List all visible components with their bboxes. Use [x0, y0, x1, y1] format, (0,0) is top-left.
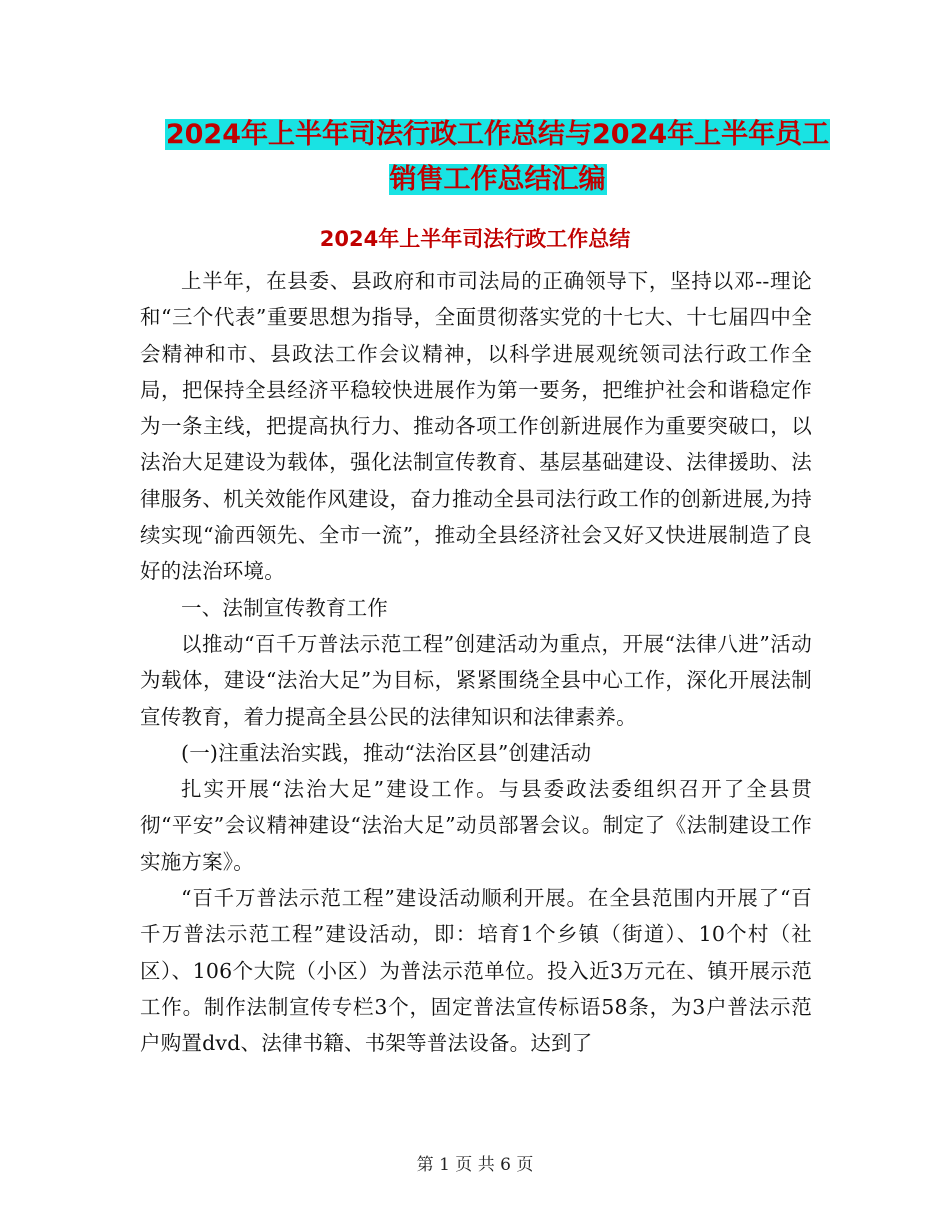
title-line-2: 销售工作总结汇编	[389, 164, 606, 195]
paragraph: (一)注重法治实践，推动“法治区县”创建活动	[181, 740, 592, 765]
paragraph: 一、法制宣传教育工作	[181, 595, 388, 620]
paragraph: 以推动“百千万普法示范工程”创建活动为重点，开展“法律八进”活动为载体，建设“法治大足”为目标，紧紧围绕全县中心工作，深化开展法制宣传教育，着力提高全县公民的法律知识和法律素养。	[140, 631, 812, 729]
body-text	[140, 263, 812, 1062]
section-title: 2024年上半年司法行政工作总结	[319, 227, 631, 251]
title-line-1: 2024年上半年司法行政工作总结与2024年上半年员工	[165, 119, 830, 150]
page-footer: 第 1 页 共 6 页	[416, 1155, 534, 1175]
paragraph: 扎实开展“法治大足”建设工作。与县委政法委组织召开了全县贯彻“平安”会议精神建设“法治大足”动员部署会议。制定了《法制建设工作实施方案》。	[140, 777, 812, 874]
paragraph: 上半年，在县委、县政府和市司法局的正确领导下，坚持以邓--理论和“三个代表”重要思想为指导，全面贯彻落实党的十七大、十七届四中全会精神和市、县政法工作会议精神，以科学进展观统领司法行政工作全局，把保持全县经济平稳较快进展作为第一要务，把维护社会和谐稳定作为一条主线，把提高执行力、推动各项工作创新进展作为重要突破口，以法治大足建设为载体，强化法制宣传教育、基层基础建设、法律援助、法律服务、机关效能作风建设，奋力推动全县司法行政工作的创新进展,为持续实现“渝西领先、全市一流”，推动全县经济社会又好又快进展制造了良好的法治环境。	[140, 269, 812, 584]
paragraph: “百千万普法示范工程”建设活动顺利开展。在全县范围内开展了“百千万普法示范工程”建设活动，即：培育1个乡镇（街道）、10个村（社区）、106个大院（小区）为普法示范单位。投入近3万元在、镇开展示范工作。制作法制宣传专栏3个，固定普法宣传标语58条，为3户普法示范户购置dvd、法律书籍、书架等普法设备。达到了	[140, 886, 812, 1056]
document-title	[140, 112, 855, 202]
